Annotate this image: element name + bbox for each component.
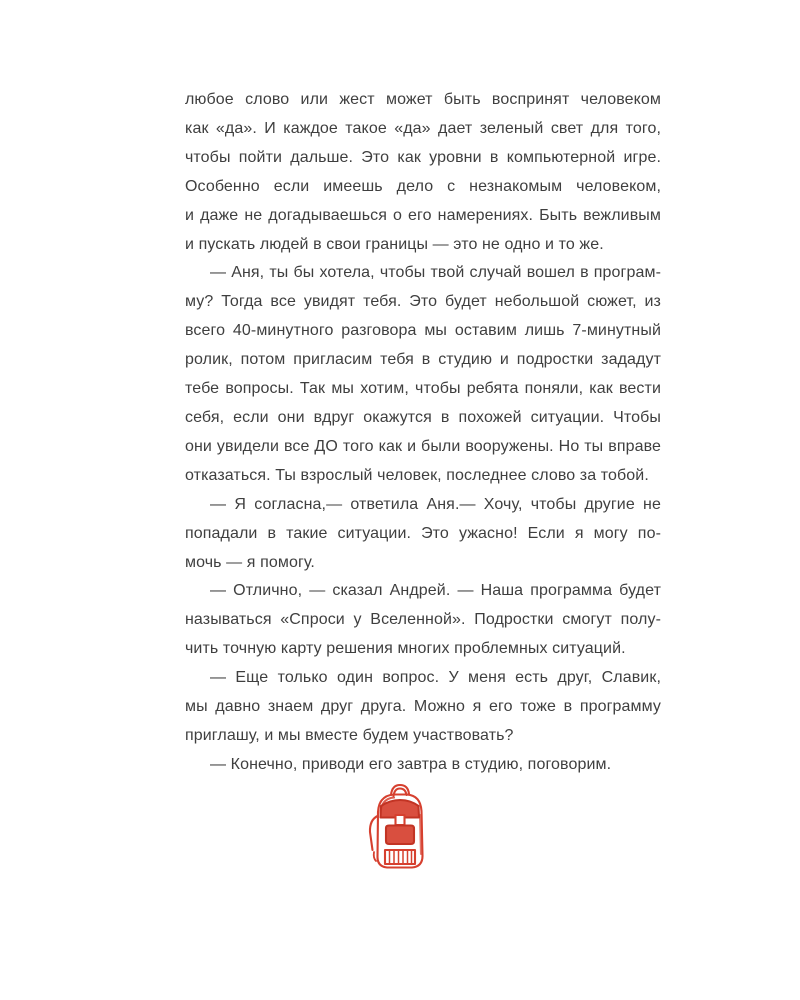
text-line: всего 40-минутного разговора мы оставим лишь 7-минутный bbox=[185, 322, 661, 340]
text-line: Особенно если имеешь дело с незнакомым человеком, bbox=[185, 177, 661, 195]
text-line: — Я согласна,— ответила Аня.— Хочу, чтобы другие не bbox=[210, 495, 661, 513]
text-line: как «да». И каждое такое «да» дает зеленый свет для того, bbox=[185, 119, 661, 137]
text-line: чтобы пойти дальше. Это как уровни в компьютерной игре. bbox=[185, 148, 661, 166]
text-line: попадали в такие ситуации. Это ужасно! Если я могу по- bbox=[185, 524, 661, 542]
text-line: — Еще только один вопрос. У меня есть друг, Славик, bbox=[210, 669, 661, 687]
text-line: себя, если они вдруг окажутся в похожей ситуации. Чтобы bbox=[185, 408, 661, 426]
text-line: приглашу, и мы вместе будем участвовать? bbox=[185, 726, 514, 744]
text-line: чить точную карту решения многих проблемных ситуаций. bbox=[185, 640, 626, 658]
text-line: — Аня, ты бы хотела, чтобы твой случай вошел в програм- bbox=[210, 264, 661, 282]
text-line: тебе вопросы. Так мы хотим, чтобы ребята поняли, как вести bbox=[185, 380, 661, 398]
text-line: мы давно знаем друг друга. Можно я его тоже в программу bbox=[185, 698, 661, 716]
text-line: ролик, потом пригласим тебя в студию и подростки зададут bbox=[185, 351, 661, 369]
text-line: отказаться. Ты взрослый человек, последнее слово за тобой. bbox=[185, 466, 649, 484]
text-line: и пускать людей в свои границы — это не одно и то же. bbox=[185, 235, 604, 253]
text-line: — Конечно, приводи его завтра в студию, поговорим. bbox=[210, 755, 612, 773]
text-line: мочь — я помогу. bbox=[185, 553, 315, 571]
body-text bbox=[185, 86, 661, 780]
text-line: они увидели все ДО того как и были вооружены. Но ты вправе bbox=[185, 437, 661, 455]
text-line: му? Тогда все увидят тебя. Это будет небольшой сюжет, из bbox=[185, 293, 661, 311]
text-line: называться «Спроси у Вселенной». Подростки смогут полу- bbox=[185, 611, 661, 629]
backpack-icon bbox=[363, 782, 437, 874]
text-line: любое слово или жест может быть воспринят человеком bbox=[185, 91, 661, 108]
text-line: и даже не догадываешься о его намерениях. Быть вежливым bbox=[185, 206, 661, 224]
backpack-illustration bbox=[0, 782, 800, 874]
text-line: — Отлично, — сказал Андрей. — Наша программа будет bbox=[210, 582, 661, 600]
